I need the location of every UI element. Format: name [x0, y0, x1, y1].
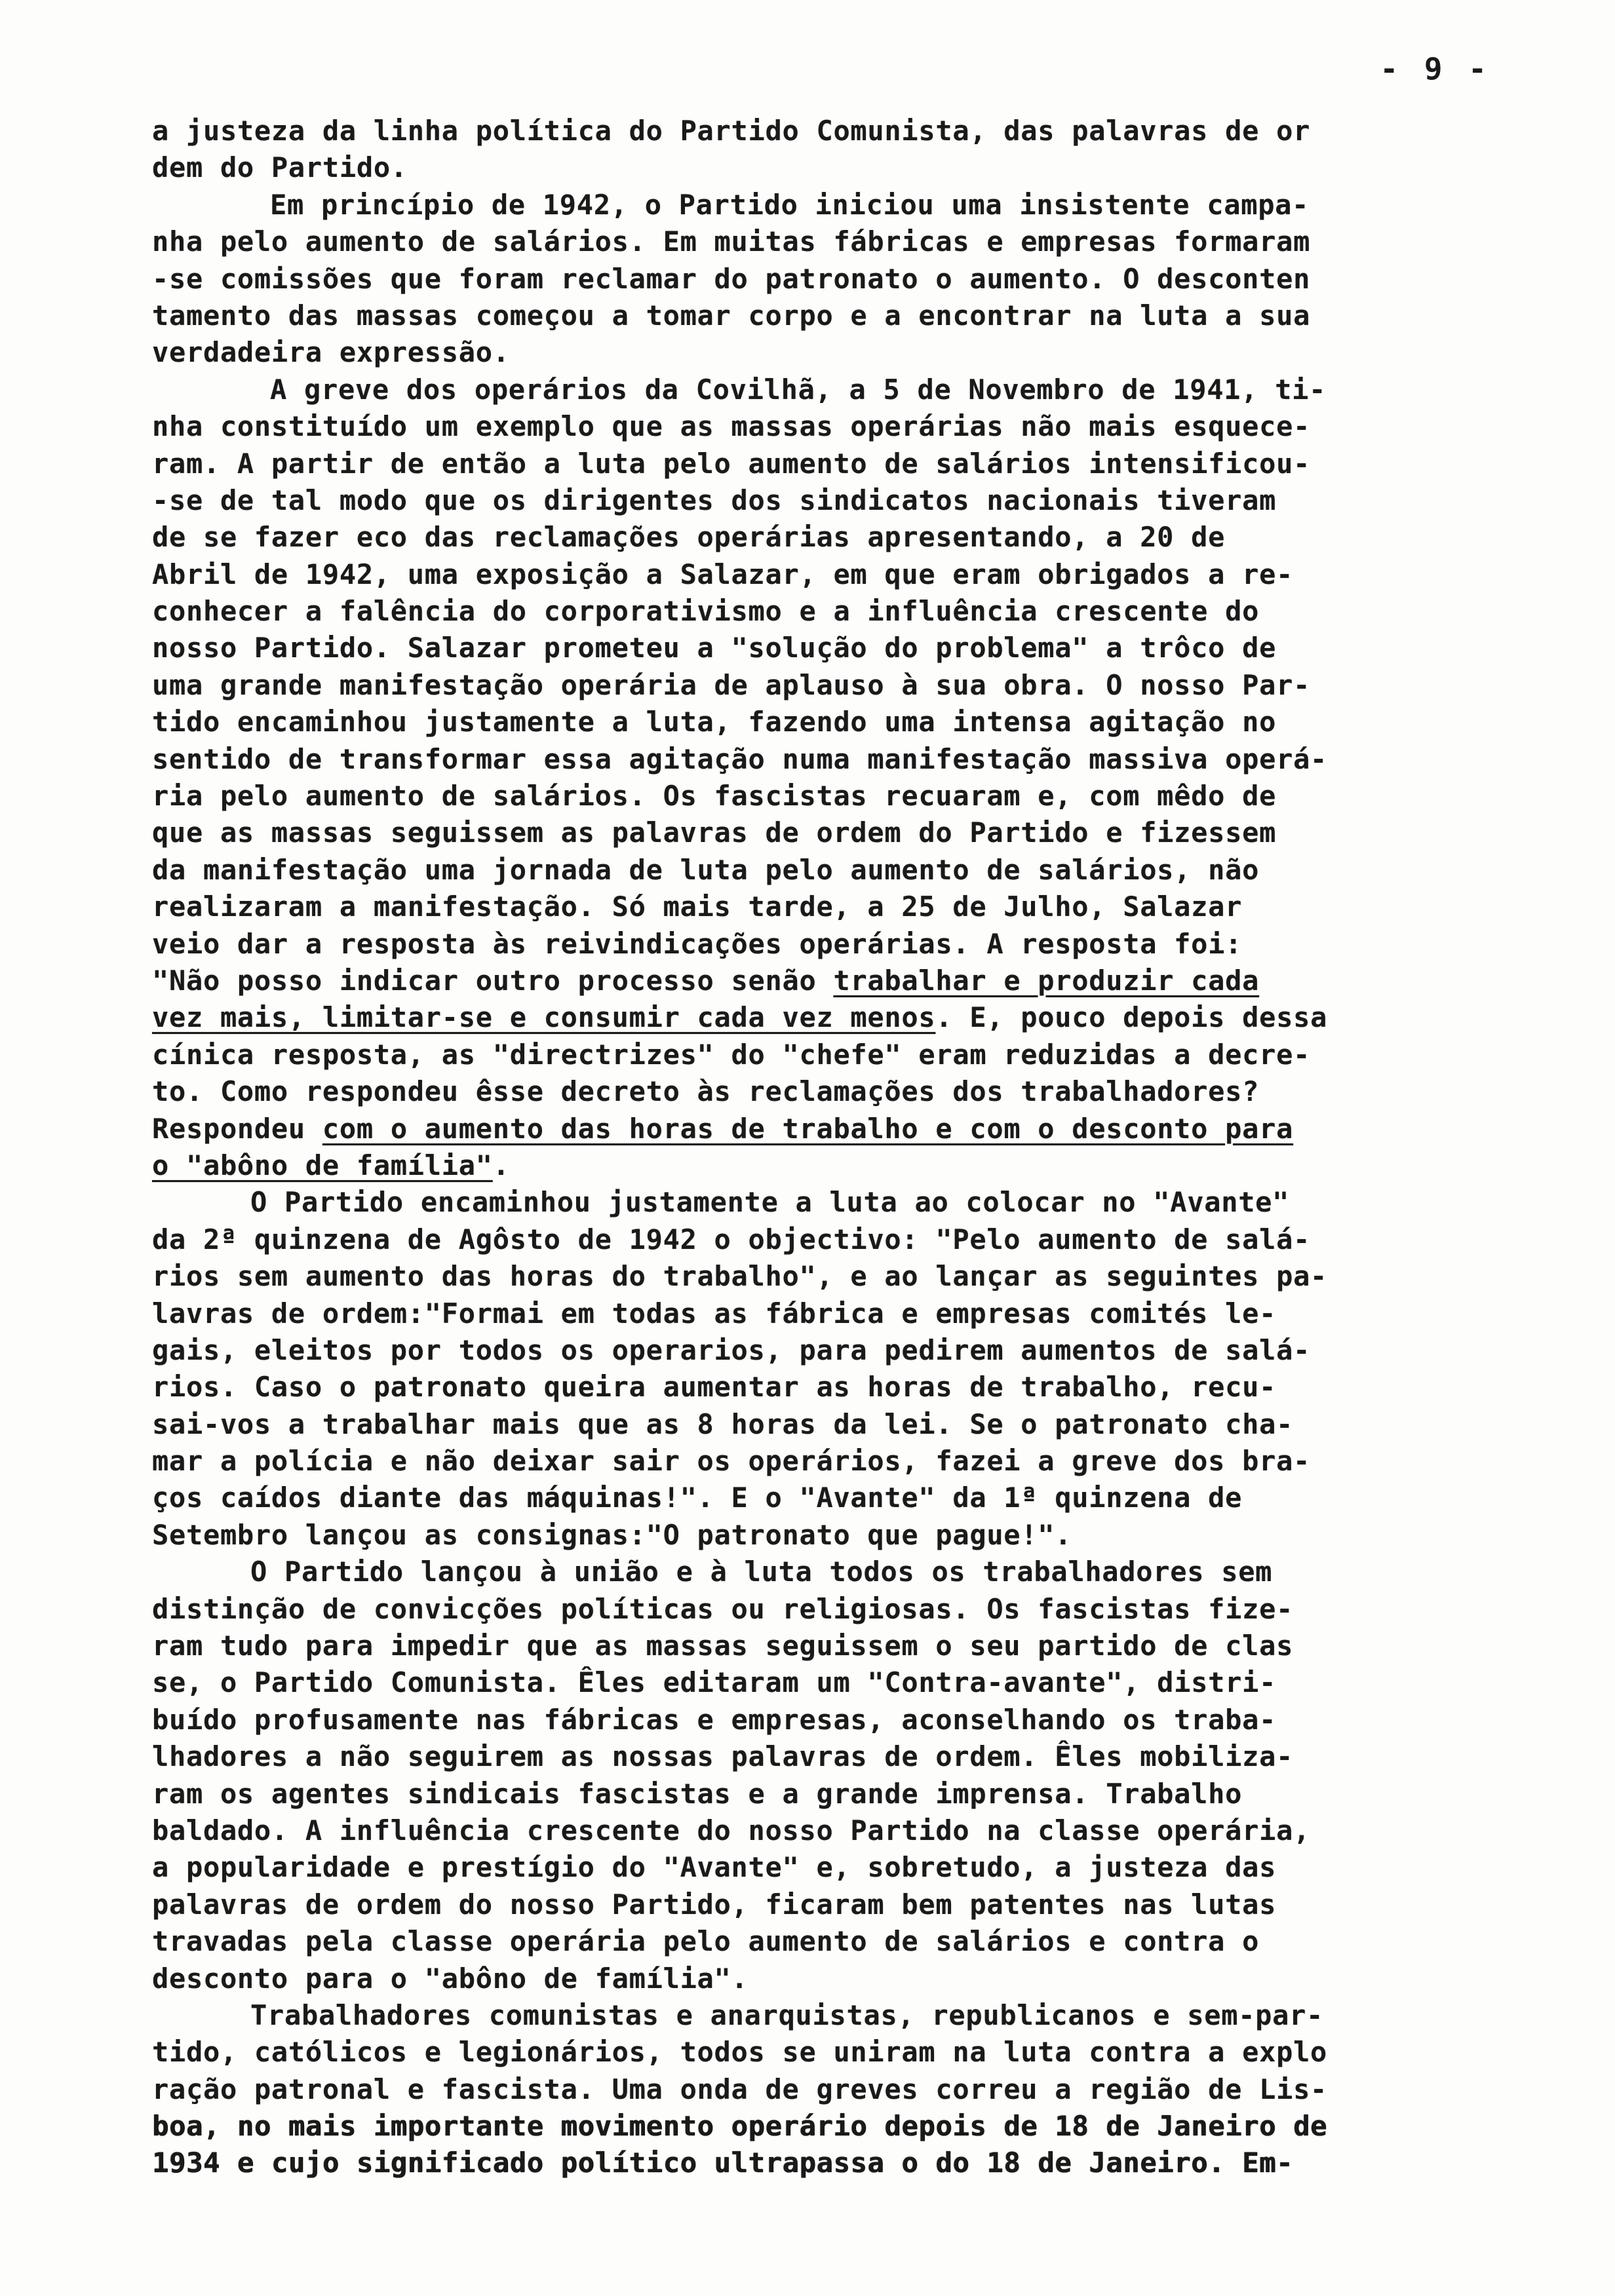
- text-line: rios sem aumento das horas do trabalho", e ao lançar as seguintes pa-: [152, 1260, 1328, 1293]
- typewritten-text: [152, 113, 1489, 2182]
- text-line: buído profusamente nas fábricas e empresas, aconselhando os traba-: [152, 1703, 1277, 1736]
- text-line: travadas pela classe operária pelo aumento de salários e contra o: [152, 1925, 1260, 1958]
- text-line: -se comissões que foram reclamar do patronato o aumento. O desconten: [152, 262, 1311, 295]
- text-line: a justeza da linha política do Partido Comunista, das palavras de or: [152, 115, 1311, 147]
- text-line: ram. A partir de então a luta pelo aumento de salários intensificou-: [152, 447, 1311, 480]
- text-line: ram os agentes sindicais fascistas e a grande imprensa. Trabalho: [152, 1777, 1243, 1810]
- text-line: cínica resposta, as "directrizes" do "chefe" eram reduzidas a decre-: [152, 1038, 1311, 1071]
- line-segment: Respondeu: [152, 1112, 322, 1145]
- text-line: conhecer a falência do corporativismo e a influência crescente do: [152, 595, 1260, 628]
- text-line: ços caídos diante das máquinas!". E o "Avante" da 1ª quinzena de: [152, 1482, 1243, 1514]
- text-line: tido encaminhou justamente a luta, fazendo uma intensa agitação no: [152, 706, 1277, 738]
- text-line: se, o Partido Comunista. Êles editaram um "Contra-avante", distri-: [152, 1666, 1277, 1699]
- text-line: ram tudo para impedir que as massas seguissem o seu partido de clas: [152, 1630, 1294, 1662]
- text-line: de se fazer eco das reclamações operárias apresentando, a 20 de: [152, 521, 1226, 554]
- text-line: boa, no mais importante movimento operário depois de 18 de Janeiro de: [152, 2110, 1328, 2143]
- text-line: [152, 1147, 1489, 1184]
- text-line: [152, 1111, 1489, 1147]
- text-line: Abril de 1942, uma exposição a Salazar, em que eram obrigados a re-: [152, 558, 1294, 590]
- text-line: Setembro lançou as consignas:"O patronato que pague!".: [152, 1518, 1072, 1551]
- text-line: desconto para o "abôno de família".: [152, 1962, 749, 1995]
- text-line: sentido de transformar essa agitação numa manifestação massiva operá-: [152, 742, 1328, 775]
- text-line: O Partido encaminhou justamente a luta ao colocar no "Avante": [250, 1186, 1290, 1219]
- text-line: gais, eleitos por todos os operarios, para pedirem aumentos de salá-: [152, 1333, 1311, 1366]
- text-line: realizaram a manifestação. Só mais tarde, a 25 de Julho, Salazar: [152, 890, 1243, 923]
- underlined-segment: o "abôno de família": [152, 1149, 493, 1181]
- underlined-segment: trabalhar e produzir cada: [833, 964, 1260, 997]
- text-line: -se de tal modo que os dirigentes dos sindicatos nacionais tiveram: [152, 484, 1277, 516]
- underlined-segment: com o aumento das horas de trabalho e com o desconto para: [322, 1112, 1294, 1145]
- text-line: lavras de ordem:"Formai em todas as fábrica e empresas comités le-: [152, 1297, 1277, 1330]
- text-line: nha pelo aumento de salários. Em muitas fábricas e empresas formaram: [152, 225, 1311, 258]
- text-line: verdadeira expressão.: [152, 336, 510, 369]
- text-line: lhadores a não seguirem as nossas palavras de ordem. Êles mobiliza-: [152, 1740, 1294, 1773]
- line-segment: "Não posso indicar outro processo senão: [152, 964, 834, 997]
- text-line: O Partido lançou à união e à luta todos os trabalhadores sem: [250, 1556, 1273, 1588]
- text-line: Em princípio de 1942, o Partido iniciou uma insistente campa-: [270, 188, 1310, 221]
- text-line: uma grande manifestação operária de aplauso à sua obra. O nosso Par-: [152, 668, 1311, 701]
- text-line: 1934 e cujo significado político ultrapassa o do 18 de Janeiro. Em-: [152, 2147, 1294, 2179]
- line-segment: .: [492, 1149, 510, 1181]
- text-line: ração patronal e fascista. Uma onda de greves correu a região de Lis-: [152, 2073, 1328, 2105]
- text-line: sai-vos a trabalhar mais que as 8 horas da lei. Se o patronato cha-: [152, 1407, 1294, 1440]
- text-line: rios. Caso o patronato queira aumentar as horas de trabalho, recu-: [152, 1371, 1277, 1404]
- text-line: baldado. A influência crescente do nosso Partido na classe operária,: [152, 1814, 1311, 1846]
- text-line: da 2ª quinzena de Agôsto de 1942 o objectivo: "Pelo aumento de salá-: [152, 1223, 1311, 1255]
- text-line: Trabalhadores comunistas e anarquistas, republicanos e sem-par-: [250, 1999, 1324, 2031]
- text-line: A greve dos operários da Covilhã, a 5 de Novembro de 1941, ti-: [270, 373, 1327, 406]
- text-line: veio dar a resposta às reivindicações operárias. A resposta foi:: [152, 927, 1243, 960]
- text-line: [152, 963, 1489, 999]
- text-line: tamento das massas começou a tomar corpo e a encontrar na luta a sua: [152, 299, 1311, 332]
- text-line: ria pelo aumento de salários. Os fascistas recuaram e, com mêdo de: [152, 780, 1277, 813]
- text-line: to. Como respondeu êsse decreto às reclamações dos trabalhadores?: [152, 1075, 1260, 1108]
- text-line: da manifestação uma jornada de luta pelo aumento de salários, não: [152, 853, 1260, 886]
- text-line: mar a polícia e não deixar sair os operários, fazei a greve dos bra-: [152, 1445, 1311, 1478]
- page-number: - 9 -: [1380, 51, 1490, 86]
- text-line: [152, 999, 1489, 1036]
- text-line: tido, católicos e legionários, todos se uniram na luta contra a explo: [152, 2036, 1328, 2069]
- text-line: palavras de ordem do nosso Partido, ficaram bem patentes nas lutas: [152, 1888, 1277, 1921]
- underlined-segment: vez mais, limitar-se e consumir cada vez menos: [152, 1001, 936, 1034]
- text-line: nha constituído um exemplo que as massas operárias não mais esquece-: [152, 410, 1311, 443]
- text-line: que as massas seguissem as palavras de ordem do Partido e fizessem: [152, 816, 1277, 849]
- text-line: nosso Partido. Salazar prometeu a "solução do problema" a trôco de: [152, 632, 1277, 664]
- text-line: a popularidade e prestígio do "Avante" e, sobretudo, a justeza das: [152, 1851, 1277, 1884]
- line-segment: . E, pouco depois dessa: [935, 1001, 1328, 1034]
- text-line: dem do Partido.: [152, 151, 408, 184]
- text-line: distinção de convicções políticas ou religiosas. Os fascistas fize-: [152, 1592, 1294, 1625]
